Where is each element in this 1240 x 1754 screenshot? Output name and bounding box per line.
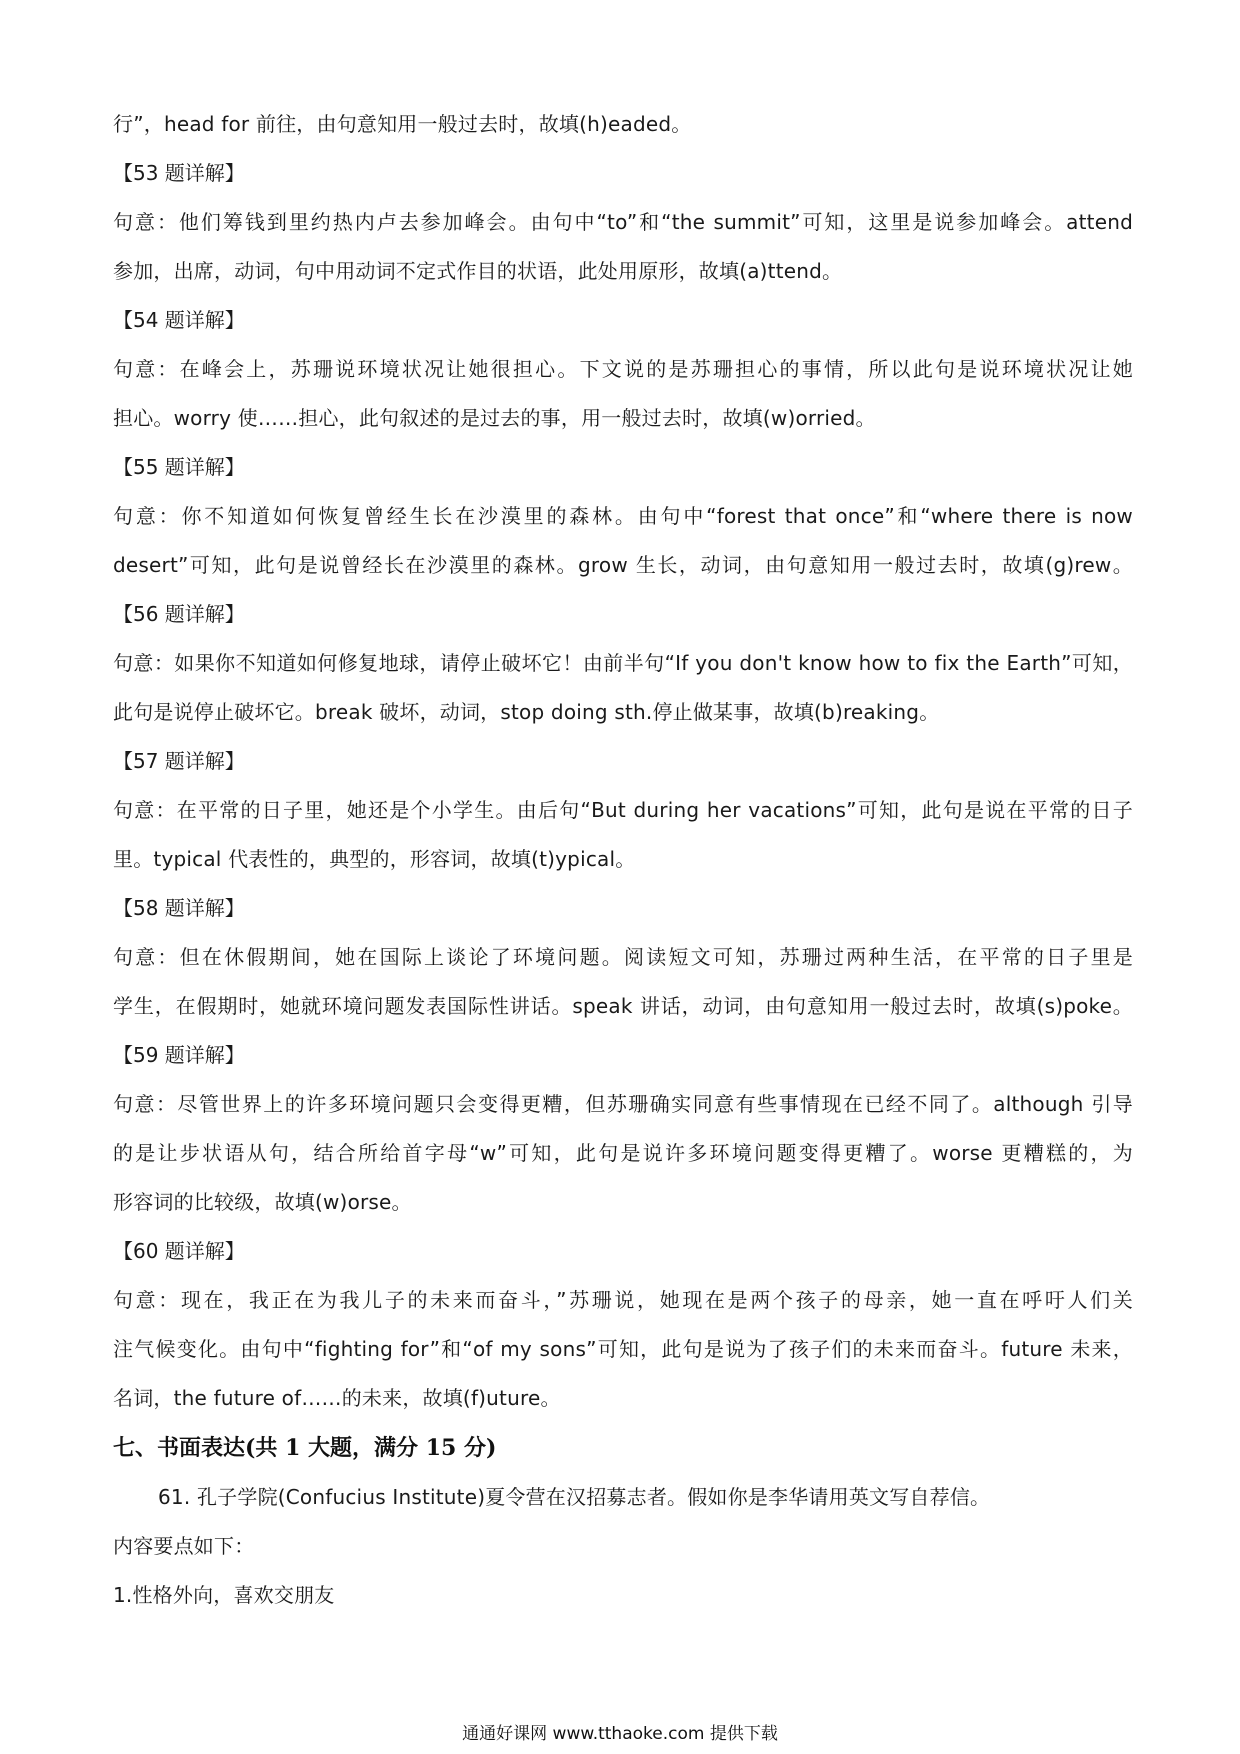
body-text-line: 学生，在假期时，她就环境问题发表国际性讲话。speak 讲话，动词，由句意知用一般过去时，故填(s)poke。 (113, 994, 1133, 1018)
question-heading: 【58 题详解】 (113, 896, 245, 920)
body-text-line: 1.性格外向，喜欢交朋友 (113, 1583, 335, 1607)
question-prompt: 61. 孔子学院(Confucius Institute)夏令营在汉招募志者。假如你是李华请用英文写自荐信。 (158, 1485, 991, 1509)
section-title: 七、书面表达(共 1 大题，满分 15 分) (113, 1435, 497, 1461)
body-text-line: 里。typical 代表性的，典型的，形容词，故填(t)ypical。 (113, 847, 636, 871)
body-text-line: 担心。worry 使……担心，此句叙述的是过去的事，用一般过去时，故填(w)orried。 (113, 406, 876, 430)
body-text-line: 句意：在平常的日子里，她还是个小学生。由后句“But during her vacations”可知，此句是说在平常的日子 (113, 798, 1133, 822)
question-heading: 【56 题详解】 (113, 602, 245, 626)
question-heading: 【57 题详解】 (113, 749, 245, 773)
question-heading: 【55 题详解】 (113, 455, 245, 479)
body-text-line: 句意：尽管世界上的许多环境问题只会变得更糟，但苏珊确实同意有些事情现在已经不同了。although 引导 (113, 1092, 1133, 1116)
body-text-line: 句意：他们筹钱到里约热内卢去参加峰会。由句中“to”和“the summit”可知，这里是说参加峰会。attend (113, 210, 1133, 234)
body-text-line: 此句是说停止破坏它。break 破坏，动词，stop doing sth.停止做某事，故填(b)reaking。 (113, 700, 940, 724)
question-heading: 【60 题详解】 (113, 1239, 245, 1263)
body-text-line: 内容要点如下： (113, 1534, 255, 1558)
question-heading: 【53 题详解】 (113, 161, 245, 185)
body-text-line: 名词，the future of……的未来，故填(f)uture。 (113, 1386, 561, 1410)
body-text-line: 句意：现在，我正在为我儿子的未来而奋斗，”苏珊说，她现在是两个孩子的母亲，她一直在呼吁人们关 (113, 1288, 1133, 1312)
body-text-line: desert”可知，此句是说曾经长在沙漠里的森林。grow 生长，动词，由句意知用一般过去时，故填(g)rew。 (113, 553, 1133, 577)
body-text-line: 行”，head for 前往，由句意知用一般过去时，故填(h)eaded。 (113, 112, 692, 136)
body-text-line: 形容词的比较级，故填(w)orse。 (113, 1190, 412, 1214)
document-body (113, 100, 1133, 1620)
page-footer: 通通好课网 www.tthaoke.com 提供下载 (462, 1724, 778, 1744)
body-text-line: 句意：但在休假期间，她在国际上谈论了环境问题。阅读短文可知，苏珊过两种生活，在平常的日子里是 (113, 945, 1133, 969)
body-text-line: 句意：如果你不知道如何修复地球，请停止破坏它！由前半句“If you don't know how to fix the Earth”可知， (113, 651, 1133, 675)
question-heading: 【54 题详解】 (113, 308, 245, 332)
body-text-line: 句意：你不知道如何恢复曾经生长在沙漠里的森林。由句中“forest that once”和“where there is now (113, 504, 1133, 528)
body-text-line: 参加，出席，动词，句中用动词不定式作目的状语，此处用原形，故填(a)ttend。 (113, 259, 843, 283)
body-text-line: 注气候变化。由句中“fighting for”和“of my sons”可知，此句是说为了孩子们的未来而奋斗。future 未来， (113, 1337, 1133, 1361)
question-heading: 【59 题详解】 (113, 1043, 245, 1067)
body-text-line: 的是让步状语从句，结合所给首字母“w”可知，此句是说许多环境问题变得更糟了。worse 更糟糕的，为 (113, 1141, 1133, 1165)
body-text-line: 句意：在峰会上，苏珊说环境状况让她很担心。下文说的是苏珊担心的事情，所以此句是说环境状况让她 (113, 357, 1133, 381)
